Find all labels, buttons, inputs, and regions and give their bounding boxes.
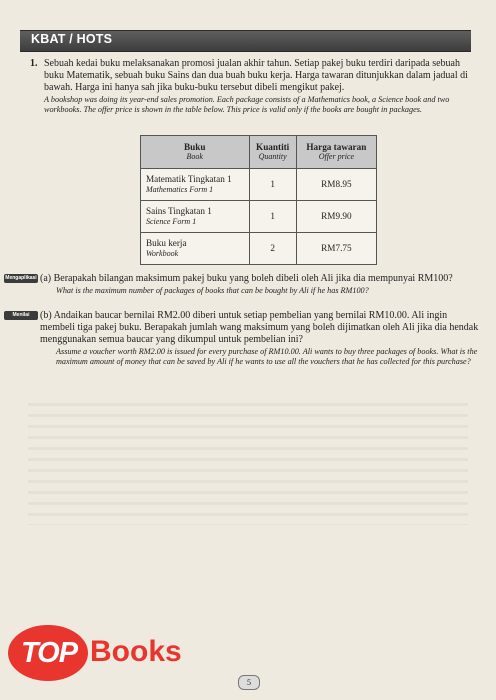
question-text-malay: Sebuah kedai buku melaksanakan promosi jualan akhir tahun. Setiap pakej buku terdiri daripada sebuah buku Matematik, sebuah buku Sains dan dua buah buku kerja. Harga tawaran ditunjukkan dalam jadual di bawah. Harga ini hanya sah jika buku-buku tersebut dibeli mengikut pakej. <box>44 58 468 93</box>
table-row <box>141 201 377 233</box>
logo-top-text: TOP <box>20 637 78 669</box>
table-row <box>141 169 377 201</box>
part-a-text-malay: Berapakah bilangan maksimum pakej buku yang boleh dibeli oleh Ali jika dia mempunyai RM100? <box>53 273 453 284</box>
part-b-label: (b) <box>40 310 52 321</box>
skill-tag-evaluating: Menilai <box>4 311 38 320</box>
header-quantity: Kuantiti Quantity <box>249 136 296 169</box>
bleed-through-shadow <box>28 395 468 525</box>
cell-quantity: 1 <box>249 201 296 233</box>
banner-label: KBAT / HOTS <box>31 32 113 46</box>
cell-book: Sains Tingkatan 1 Science Form 1 <box>141 201 250 233</box>
header-book: Buku Book <box>141 136 250 169</box>
cell-book: Buku kerja Workbook <box>141 233 250 265</box>
question-text-english: A bookshop was doing its year-end sales promotion. Each package consists of a Mathematics book, a Science book and two workbooks. The offer price is shown in the table below. This price is valid only if the books are bought in packages. <box>44 95 450 114</box>
part-a-text-english: What is the maximum number of packages of books that can be bought by Ali if he has RM100? <box>56 286 369 295</box>
table-row <box>141 233 377 265</box>
part-b-text-malay: Andaikan baucar bernilai RM2.00 diberi untuk setiap pembelian yang bernilai RM10.00. Ali ingin membeli tiga pakej buku. Berapakah jumlah wang maksimum yang boleh dijimatkan oleh Ali jika dia hendak menggunakan semua baucar yang dikumpul untuk pembelian ini? <box>40 310 479 345</box>
cell-quantity: 1 <box>249 169 296 201</box>
question-1 <box>30 58 470 115</box>
cell-quantity: 2 <box>249 233 296 265</box>
section-banner <box>20 30 471 52</box>
cell-price: RM9.90 <box>296 201 376 233</box>
logo-books-text: Books <box>90 635 182 668</box>
part-a-label: (a) <box>40 273 52 284</box>
part-b-text-english: Assume a voucher worth RM2.00 is issued for every purchase of RM10.00. Ali wants to buy three packages of books. What is the maximum amount of money that can be saved by Ali if he wants to use all the vouchers that he has collected for this purchase? <box>56 347 478 366</box>
question-number: 1. <box>30 58 38 69</box>
cell-price: RM7.75 <box>296 233 376 265</box>
cell-book: Matematik Tingkatan 1 Mathematics Form 1 <box>141 169 250 201</box>
offer-price-table <box>140 135 377 265</box>
skill-tag-applying: Mengaplikasi <box>5 275 37 281</box>
cell-price: RM8.95 <box>296 169 376 201</box>
header-offer-price: Harga tawaran Offer price <box>296 136 376 169</box>
page-number: 5 <box>238 675 260 690</box>
table-header-row <box>141 136 377 169</box>
